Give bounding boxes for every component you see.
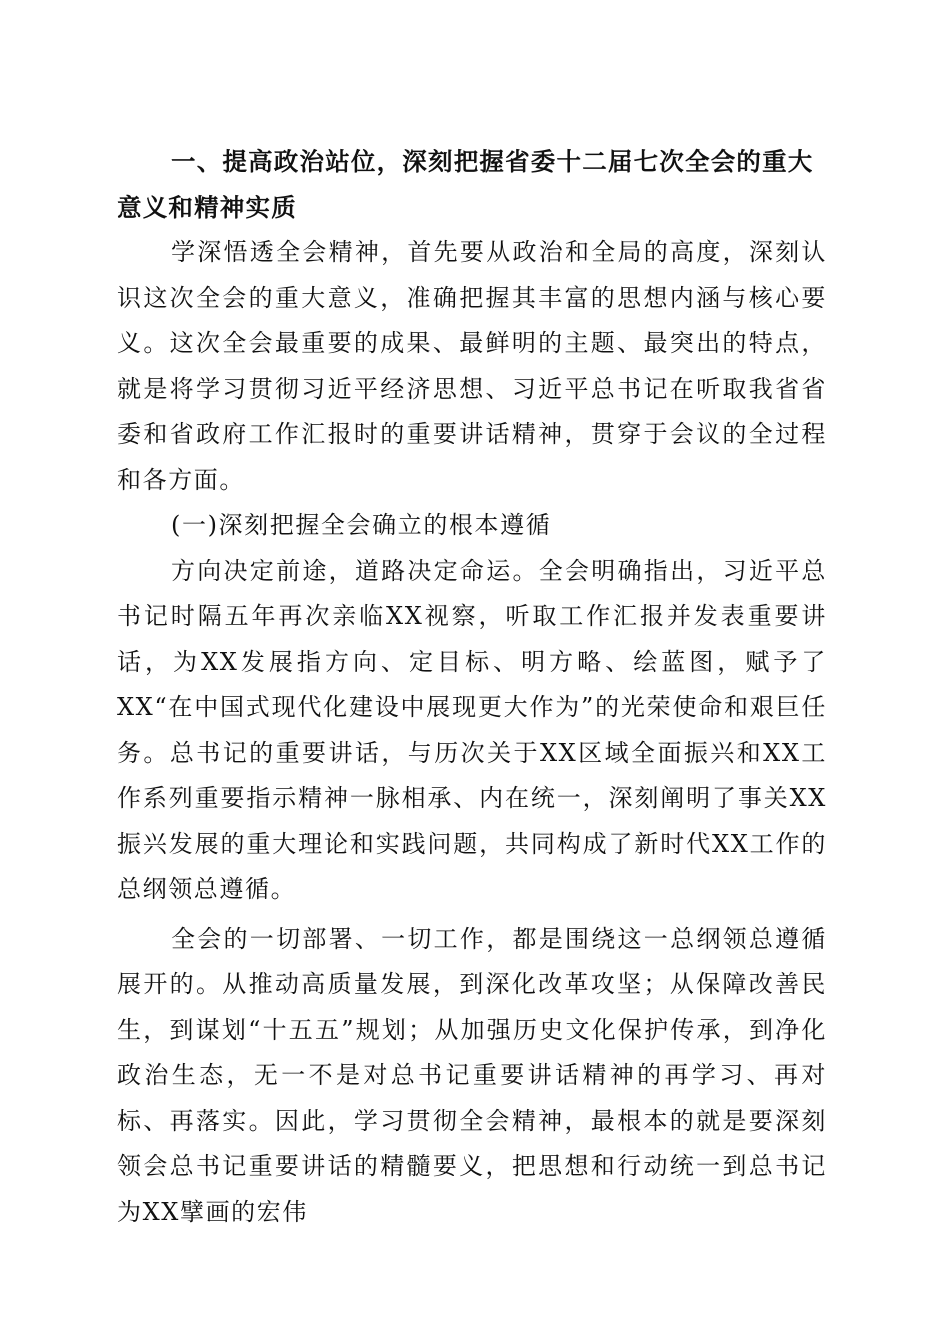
document-body (117, 139, 827, 1235)
subsection-heading: (一)深刻把握全会确立的根本遵循 (171, 511, 552, 539)
intro-paragraph: 学深悟透全会精神，首先要从政治和全局的高度，深刻认识这次全会的重大意义，准确把握其丰富的思想内涵与核心要义。这次全会最重要的成果、最鲜明的主题、最突出的特点，就是将学习贯彻习近平经济思想、习近平总书记在听取我省省委和省政府工作汇报时的重要讲话精神，贯穿于会议的全过程和各方面。 (117, 238, 827, 494)
section-heading: 一、提高政治站位，深刻把握省委十二届七次全会的重大意义和精神实质 (117, 147, 814, 222)
body-paragraph-2: 全会的一切部署、一切工作，都是围绕这一总纲领总遵循展开的。从推动高质量发展，到深化改革攻坚；从保障改善民生，到谋划“十五五”规划；从加强历史文化保护传承，到净化政治生态，无一不是对总书记重要讲话精神的再学习、再对标、再落实。因此，学习贯彻全会精神，最根本的就是要深刻领会总书记重要讲话的精髓要义，把思想和行动统一到总书记为XX擘画的宏伟 (117, 924, 827, 1226)
body-paragraph-1: 方向决定前途，道路决定命运。全会明确指出，习近平总书记时隔五年再次亲临XX视察，听取工作汇报并发表重要讲话，为XX发展指方向、定目标、明方略、绘蓝图，赋予了XX“在中国式现代化建设中展现更大作为”的光荣使命和艰巨任务。总书记的重要讲话，与历次关于XX区域全面振兴和XX工作系列重要指示精神一脉相承、内在统一，深刻阐明了事关XX振兴发展的重大理论和实践问题，共同构成了新时代XX工作的总纲领总遵循。 (117, 556, 827, 903)
